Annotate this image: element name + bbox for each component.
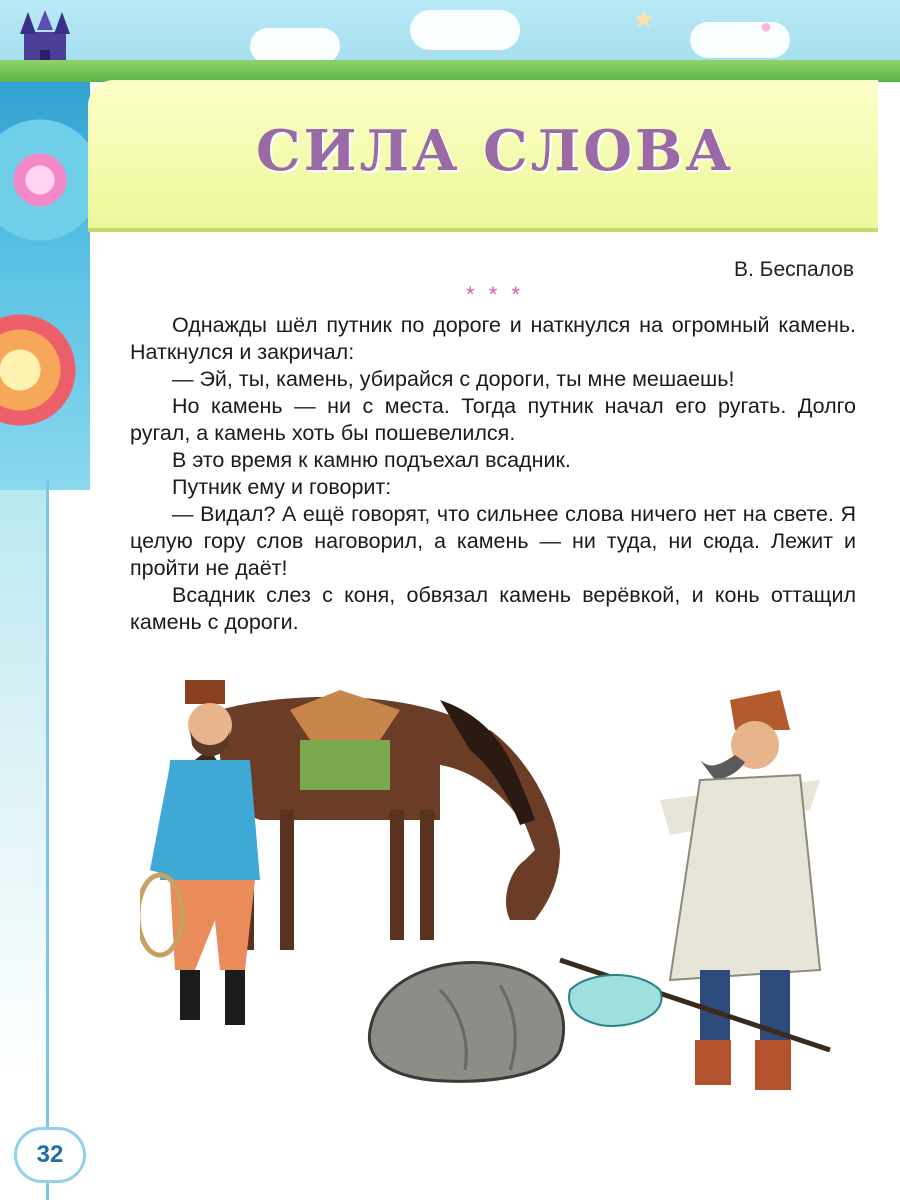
paragraph: Но камень — ни с места. Тогда путник начал его ругать. Долго ругал, а камень хоть бы пошевелился.	[130, 394, 856, 445]
paragraph: — Эй, ты, камень, убирайся с дороги, ты мне мешаешь!	[172, 367, 735, 391]
paragraph: — Видал? А ещё говорят, что сильнее слова ничего нет на свете. Я целую гору слов наговорил, а камень — ни туда, ни сюда. Лежит и пройти не даёт!	[130, 502, 856, 580]
cloud	[410, 10, 520, 50]
paragraph: Всадник слез с коня, обвязал камень верёвкой, и конь оттащил камень с дороги.	[130, 583, 856, 634]
stone-image	[369, 963, 563, 1082]
section-separator: * * *	[466, 282, 524, 307]
page-number: 32	[14, 1127, 86, 1183]
traveller-image	[560, 690, 830, 1090]
margin-line	[46, 480, 49, 1200]
cloud	[690, 22, 790, 58]
story-text	[130, 312, 856, 636]
paragraph: Путник ему и говорит:	[172, 475, 392, 499]
paragraph: В это время к камню подъехал всадник.	[172, 448, 571, 472]
header-sky-banner	[0, 0, 900, 82]
author-name: В. Беспалов	[733, 258, 854, 281]
grass-strip	[0, 60, 900, 82]
paragraph: Однажды шёл путник по дороге и наткнулся на огромный камень. Наткнулся и закричал:	[130, 313, 856, 364]
story-title: СИЛА СЛОВА	[256, 118, 734, 184]
cloud	[250, 28, 340, 64]
star-icon: ★	[632, 4, 656, 34]
story-illustration	[140, 670, 860, 1110]
star-icon: ●	[760, 16, 773, 38]
